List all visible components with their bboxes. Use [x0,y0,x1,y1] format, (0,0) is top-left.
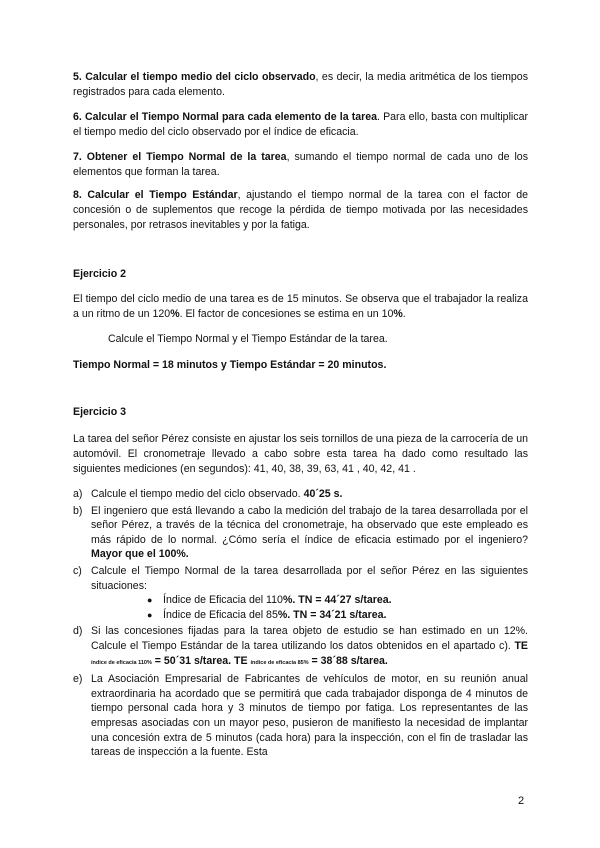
step-7-text: , sumando el tiempo normal de cada uno de los elementos que forman la tarea. [73,151,528,178]
exercise-2-instruction: Calcule el Tiempo Normal y el Tiempo Estándar de la tarea. [108,333,388,345]
exercise-3-questions [73,487,528,762]
question-b-answer: Mayor que el 100%. [91,548,189,561]
percent-sign: % [282,594,293,607]
question-d-te-label: TE [234,654,251,667]
step-6-heading: 6. Calcular el Tiempo Normal para cada elemento de la tarea [73,111,378,123]
case-110-answer: . TN = 44´27 s/tarea. [292,594,392,607]
step-8-text: , ajustando el tiempo normal de la tarea con el factor de concesión o de suplementos que recoge la pérdida de tiempo motivada por las necesidades personales, por retrasos inevitables y por la fatiga. [73,189,529,231]
percent-sign: % [170,308,180,320]
question-d-te-label: TE [514,639,528,652]
question-d-marker: d) [73,625,83,638]
question-a [73,487,528,502]
case-85-answer: . TN = 34´21 s/tarea. [287,608,387,621]
question-c-marker: c) [73,564,82,577]
question-e-marker: e) [73,673,83,686]
question-d-subscript: índice de eficacia 110% [91,659,152,666]
question-b-marker: b) [73,504,83,517]
exercise-3-intro: La tarea del señor Pérez consiste en ajustar los seis tornillos de una pieza de la carrocería de un automóvil. El cronometraje llevado a cabo sobre esta tarea ha dado como resultado las siguientes mediciones (en segundos): 41, 40, 38, 39, 63, 41 , 40, 42, 41 . [73,433,528,475]
case-110-text: Índice de Eficacia del 110 [163,594,283,607]
question-e-text: La Asociación Empresarial de Fabricantes de vehículos de motor, en su reunión anual extraordinaria ha acordado que se permitirá que cada trabajador disponga de 4 minutos de tiempo personal cada hora y 3 minutos de tiempo por fatiga. Los representantes de las empresas asociadas con un mayor peso, pusieron de manifiesto la necesidad de implantar una concesión extra de 5 minutos (cada hora) para la inspección, con el fin de trasladar las tareas de inspección a la fuente. Esta [91,673,528,759]
exercise-2-statement [73,292,528,322]
question-b [73,504,528,562]
step-7-paragraph [73,150,528,180]
bullet-icon: ● [147,595,153,606]
exercise-2-text-a: El tiempo del ciclo medio de una tarea es de 15 minutos. Se observa que el trabajador la realiza a un ritmo de un 120 [73,293,528,320]
exercise-2-text-b: . El factor de concesiones se estima en un 10 [179,308,394,320]
question-a-answer: 40´25 s. [303,488,343,500]
step-8-paragraph [73,188,528,233]
step-5-heading: 5. Calcular el tiempo medio del ciclo observado [73,71,316,83]
step-5-text: , es decir, la media aritmética de los tiempos registrados para cada elemento. [73,71,528,98]
case-110 [143,593,528,608]
question-b-text: El ingeniero que está llevando a cabo la medición del trabajo de la tarea desarrollada por el señor Pérez, a través de la técnica del cronometraje, ha observado que este empleado es más rápido de lo normal. ¿Cómo sería el índice de eficacia estimado por el ingeniero? [91,504,528,546]
bullet-icon: ● [147,609,153,620]
step-6-paragraph [73,110,528,140]
question-d-answer-110: = 50´31 s/tarea. [151,654,235,667]
question-a-marker: a) [73,488,83,500]
case-85-text: Índice de Eficacia del 85 [163,608,278,621]
percent-sign: % [393,308,403,320]
case-85 [143,608,528,623]
question-a-text: Calcule el tiempo medio del ciclo observado. [91,488,304,500]
page-number: 2 [518,795,525,807]
question-c-cases [91,593,528,622]
question-d-subscript: índice de eficacia 85% [250,659,309,666]
step-6-text: . Para ello, basta con multiplicar el tiempo medio del ciclo observado por el índice de eficacia. [73,111,528,138]
question-c [73,564,528,622]
question-d-answer-85: = 38´88 s/tarea. [308,654,388,667]
percent-sign: % [277,608,288,621]
exercise-2-answer: Tiempo Normal = 18 minutos y Tiempo Estándar = 20 minutos. [73,359,387,371]
step-7-heading: 7. Obtener el Tiempo Normal de la tarea [73,151,287,163]
exercise-3-title: Ejercicio 3 [73,406,126,418]
question-c-text: Calcule el Tiempo Normal de la tarea desarrollada por el señor Pérez en las siguientes situaciones: [91,564,528,592]
question-e [73,672,528,760]
question-d-text: Si las concesiones fijadas para la tarea objeto de estudio se han estimado en un 12%. Calcule el Tiempo Estándar de la tarea utilizando los datos obtenidos en el apartado c). [91,625,528,652]
question-d [73,624,528,670]
exercise-2-title: Ejercicio 2 [73,268,126,280]
exercise-2-text-c: . [402,308,406,320]
step-8-heading: 8. Calcular el Tiempo Estándar [73,189,238,201]
step-5-paragraph [73,70,528,100]
